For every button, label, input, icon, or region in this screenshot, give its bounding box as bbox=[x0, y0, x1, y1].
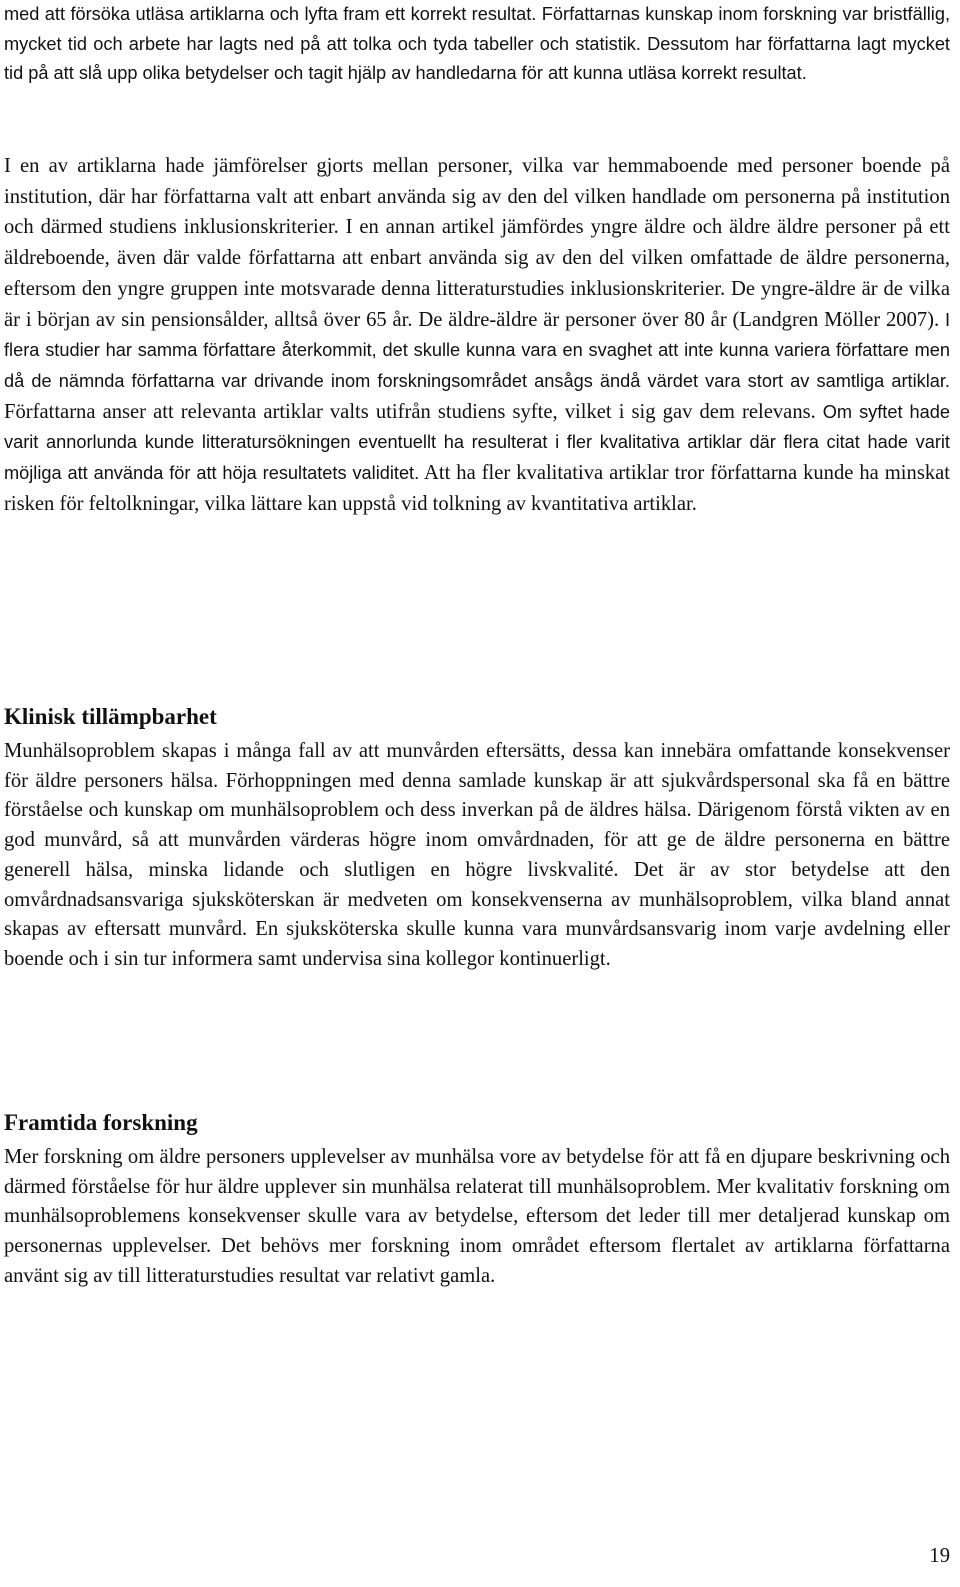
section-paragraph-future: Mer forskning om äldre personers upplevelser av munhälsa vore av betydelse för att få en djupare beskrivning och därmed förståelse för hur äldre upplever sin munhälsa relaterat till munhälsoproblem. Mer kvalitativ forskning om munhälsoproblemens konsekvenser skulle vara av betydelse, eftersom det leder till mer detaljerad kunskap om personernas upplevelser. Det behövs mer forskning inom området eftersom flertalet av artiklarna författarna använt sig av till litteraturstudies resultat var relativt gamla. bbox=[4, 1146, 950, 1287]
paragraph-segment-2: I flera studier har samma författare återkommit, det skulle kunna vara en svaghet att inte kunna variera författare men då de nämnda författarna var drivande inom forskningsområdet ansågs ändå värdet vara stort av samtliga artiklar. bbox=[4, 309, 950, 391]
section-paragraph-clinical: Munhälsoproblem skapas i många fall av att munvården eftersätts, dessa kan innebära omfattande konsekvenser för äldre personers hälsa. Förhoppningen med denna samlade kunskap är att sjukvårdspersonal ska få en bättre förståelse och kunskap om munhälsoproblem och dess inverkan på de äldres hälsa. Därigenom förstå vikten av en god munvård, så att munvården värderas högre inom omvårdnaden, för att ge de äldre personerna en bättre generell hälsa, minska lidande och slutligen en högre livskvalité. Det är av stor betydelse att den omvårdnadsansvariga sjuksköterskan är medveten om konsekvenserna av munhälsoproblem, vilka bland annat skapas av eftersatt munvård. En sjuksköterska skulle kunna vara munvårdsansvarig inom varje avdelning eller boende och i sin tur informera samt undervisa sina kollegor kontinuerligt. bbox=[4, 740, 950, 970]
section-heading-future: Framtida forskning bbox=[4, 1110, 198, 1135]
paragraph-segment-1: I en av artiklarna hade jämförelser gjorts mellan personer, vilka var hemmaboende med personer boende på institution, där har författarna valt att enbart använda sig av den del vilken handlade om personerna på institution och därmed studiens inklusionskriterier. I en annan artikel jämfördes yngre äldre och äldre äldre personer på ett äldreboende, även där valde författarna att enbart använda sig av den del vilken omfattade de äldre personerna, eftersom den yngre gruppen inte motsvarade denna litteraturstudies inklusionskriterier. De yngre-äldre är de vilka är i början av sin pensionsålder, alltså över 65 år. De äldre-äldre är personer över 80 år (Landgren Möller 2007). bbox=[4, 155, 950, 331]
page-number: 19 bbox=[929, 1545, 950, 1567]
intro-paragraph: med att försöka utläsa artiklarna och lyfta fram ett korrekt resultat. Författarnas kunskap inom forskning var bristfällig, mycket tid och arbete har lagts ned på att tolka och tyda tabeller och statistik. Dessutom har författarna lagt mycket tid på att slå upp olika betydelser och tagit hjälp av handledarna för att kunna utläsa korrekt resultat. bbox=[4, 4, 950, 83]
paragraph-segment-4: Om syftet hade varit annorlunda kunde litteratursökningen eventuellt ha resulterat i fler kvalitativa artiklar där flera citat hade varit möjliga att använda för att höja resultatets validitet. bbox=[4, 401, 950, 484]
paragraph-segment-5: Att ha fler kvalitativa artiklar tror författarna kunde ha minskat risken för feltolkningar, vilka lättare kan uppstå vid tolkning av kvantitativa artiklar. bbox=[4, 462, 950, 515]
body-paragraph-articles bbox=[4, 152, 950, 520]
section-heading-clinical: Klinisk tillämpbarhet bbox=[4, 704, 217, 729]
paragraph-segment-3: Författarna anser att relevanta artiklar valts utifrån studiens syfte, vilket i sig gav dem relevans. bbox=[4, 400, 816, 423]
